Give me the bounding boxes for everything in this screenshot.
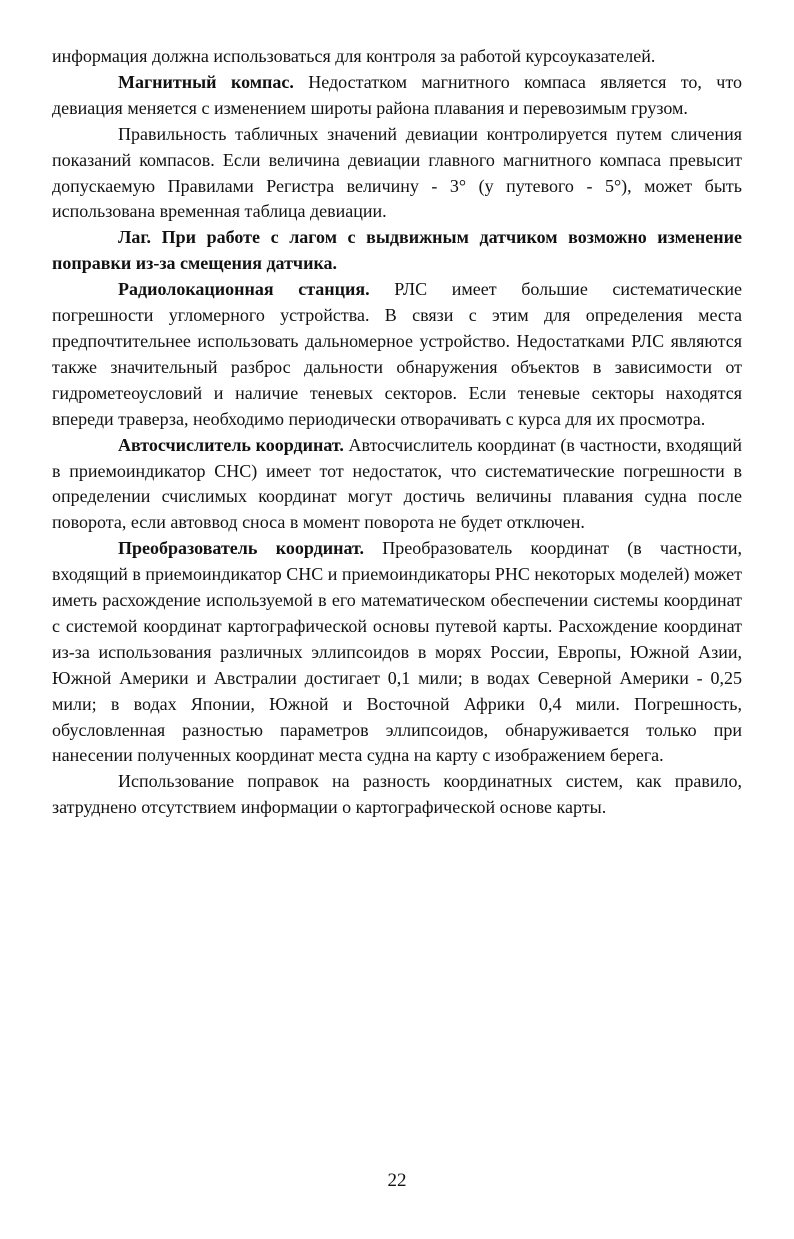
paragraph-deviation-table	[52, 122, 742, 226]
paragraph-text: Автосчислитель координат (в частности, входящий в приемоиндикатор СНС) имеет тот недостаток, что систематические погрешности в определении счислимых координат могут достичь величины плавания судна после поворота, если автоввод сноса в момент поворота не будет отключен.	[52, 434, 742, 533]
paragraph-text: Недостатком магнитного компаса является то, что девиация меняется с изменением широты района плавания и перевозимым грузом.	[52, 71, 742, 118]
paragraph-log	[52, 225, 742, 277]
page-number: 22	[387, 1170, 407, 1191]
paragraph-text: РЛС имеет большие систематические погрешности угломерного устройства. В связи с этим для определения места предпочтительнее использовать дальномерное устройство. Недостатками РЛС являются также значительный разброс дальности обнаружения объектов в зависимости от гидрометеоусловий и наличие теневых секторов. Если теневые секторы находятся впереди траверза, необходимо периодически отворачивать с курса для их просмотра.	[52, 279, 743, 429]
paragraph-heading: Преобразователь координат.	[118, 538, 364, 559]
paragraph-text: Правильность табличных значений девиации контролируется путем сличения показаний компасов. Если величина девиации главного магнитного компаса превысит допускаемую Правилами Регистра величину - 3° (у путевого - 5°), может быть использована временная таблица девиации.	[52, 123, 742, 222]
paragraph-heading: Автосчислитель координат.	[118, 434, 344, 455]
paragraph-text: При работе с лагом с выдвижным датчиком возможно изменение поправки из-за смещения датчика.	[52, 227, 742, 274]
paragraph-heading: Радиолокационная станция.	[118, 279, 370, 300]
paragraph-corrections	[52, 769, 742, 821]
paragraph-heading: Лаг.	[118, 227, 152, 248]
paragraph-text: информация должна использоваться для контроля за работой курсоуказателей.	[52, 46, 656, 66]
page-body	[52, 44, 742, 821]
paragraph-text: Использование поправок на разность координатных систем, как правило, затруднено отсутствием информации о картографической основе карты.	[52, 771, 742, 818]
paragraph-coordinate-converter	[52, 536, 742, 769]
paragraph-autocalculator	[52, 433, 742, 537]
paragraph-text: Преобразователь координат (в частности, входящий в приемоиндикатор СНС и приемоиндикаторы РНС некоторых моделей) может иметь расхождение используемой в его математическом обеспечении системы координат с системой координат картографической основы путевой карты. Расхождение координат из-за использования различных эллипсоидов в морях России, Европы, Южной Азии, Южной Америки и Австралии достигает 0,1 мили; в водах Северной Америки - 0,25 мили; в водах Японии, Южной и Восточной Африки 0,4 мили. Погрешность, обусловленная разностью параметров эллипсоидов, обнаруживается только при нанесении полученных координат места судна на карту с изображением берега.	[52, 538, 742, 766]
paragraph-magnetic-compass	[52, 70, 742, 122]
paragraph-continuation	[52, 44, 742, 70]
paragraph-radar	[52, 277, 742, 432]
paragraph-heading: Магнитный компас.	[118, 71, 294, 92]
